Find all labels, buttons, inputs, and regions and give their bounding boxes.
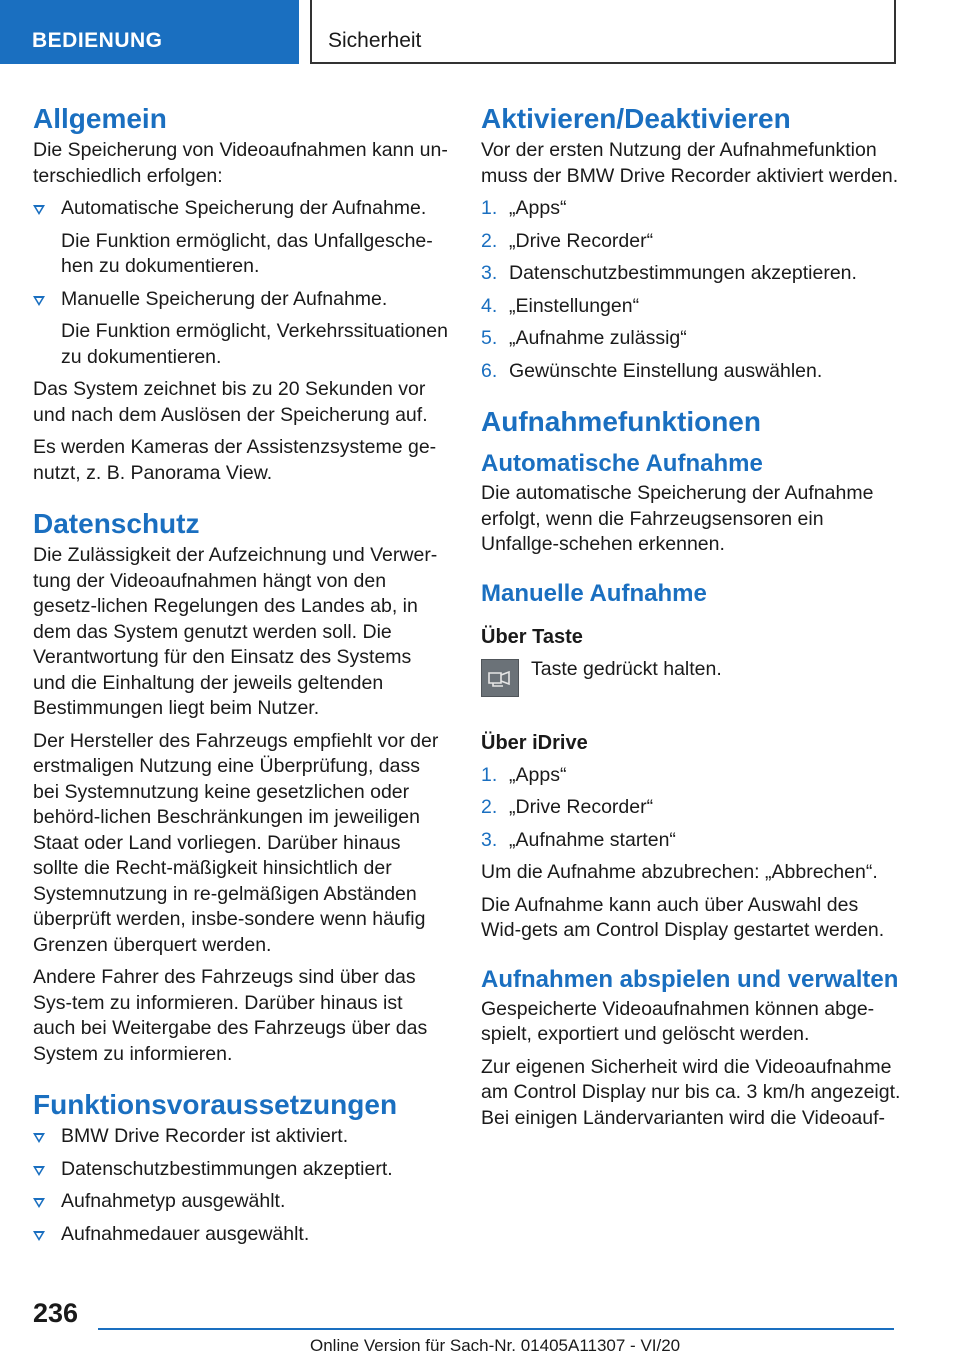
step-text: „Aufnahme zulässig“	[509, 327, 687, 349]
list-item	[481, 326, 901, 352]
chapter-tab: Sicherheit	[310, 0, 896, 64]
paragraph: Zur eigenen Sicherheit wird die Videoaufnahme am Control Display nur bis ca. 3 km/h angezeigt. Bei einigen Ländervarianten wird die Videoauf-	[481, 1055, 901, 1129]
list-item	[481, 229, 901, 255]
heading-datenschutz: Datenschutz	[33, 508, 200, 539]
footer-divider	[98, 1328, 894, 1330]
bullet-triangle-icon	[33, 1133, 45, 1143]
bullet-triangle-icon	[33, 1231, 45, 1241]
bullet-item	[33, 196, 448, 222]
bullet-label: Automatische Speicherung der Aufnahme.	[61, 197, 427, 219]
subheading-manuelle-aufnahme: Manuelle Aufnahme	[481, 579, 707, 607]
footer-text: Online Version für Sach-Nr. 01405A11307 - VI/20	[310, 1336, 681, 1355]
step-number: 2.	[481, 796, 498, 818]
step-number: 3.	[481, 828, 498, 851]
section-tab: BEDIENUNG	[0, 0, 299, 64]
bullet-label: Aufnahmetyp ausgewählt.	[61, 1190, 286, 1212]
list-item	[481, 294, 901, 320]
list-item	[481, 196, 901, 222]
step-text: Datenschutzbestimmungen akzeptieren.	[509, 262, 857, 284]
bullet-label: BMW Drive Recorder ist aktiviert.	[61, 1125, 349, 1147]
subheading-automatische-aufnahme: Automatische Aufnahme	[481, 450, 763, 477]
bullet-triangle-icon	[33, 205, 45, 215]
bullet-subtext: Die Funktion ermöglicht, das Unfallgesche-hen zu dokumentieren.	[61, 229, 433, 277]
step-number: 1.	[481, 763, 498, 786]
bullet-triangle-icon	[33, 1198, 45, 1208]
step-text: „Drive Recorder“	[509, 229, 654, 252]
bullet-subtext: Die Funktion ermöglicht, Verkehrssituationen zu dokumentieren.	[61, 320, 448, 368]
paragraph: Die Speicherung von Videoaufnahmen kann un-terschiedlich erfolgen:	[33, 139, 448, 187]
heading-allgemein: Allgemein	[33, 103, 167, 134]
step-text: „Einstellungen“	[509, 294, 640, 317]
bullet-item	[33, 1124, 448, 1150]
bullet-triangle-icon	[33, 1166, 45, 1176]
subheading-aufnahmen-abspielen: Aufnahmen abspielen und verwalten	[481, 965, 899, 993]
bullet-label: Datenschutzbestimmungen akzeptiert.	[61, 1157, 393, 1180]
subheading-ueber-taste: Über Taste	[481, 625, 583, 648]
paragraph: Der Hersteller des Fahrzeugs empfiehlt vor der erstmaligen Nutzung eine Überprüfung, dass bei Systemnutzung keine gesetzlichen oder behörd-lichen Beschränkungen im jeweiligen Staat oder Land vorliegen. Darüber hinaus sollte die Recht-mäßigkeit hinsichtlich der Systemnutzung in re-gelmäßigen Abständen überprüft werden, insbe-sondere wenn häufig Grenzen überquert werden.	[33, 729, 439, 956]
bullet-item	[33, 1157, 448, 1183]
bullet-triangle-icon	[33, 296, 45, 306]
paragraph: Die Zulässigkeit der Aufzeichnung und Verwer-tung der Videoaufnahmen hängt von den gesetz-lichen Regelungen des Landes ab, in dem das System genutzt werden soll. Die Verantwortung für den Einsatz des Systems und die Einhaltung der jeweils geltenden Bestimmungen liegt beim Nutzer.	[33, 544, 438, 719]
paragraph: Vor der ersten Nutzung der Aufnahmefunktion muss der BMW Drive Recorder aktiviert werden.	[481, 139, 899, 187]
subheading-ueber-idrive: Über iDrive	[481, 731, 588, 754]
paragraph: Um die Aufnahme abzubrechen: „Abbrechen“.	[481, 861, 878, 883]
heading-aufnahmefunktionen: Aufnahmefunktionen	[481, 406, 761, 437]
step-number: 3.	[481, 262, 498, 284]
step-number: 1.	[481, 197, 498, 219]
heading-funktionsvoraussetzungen: Funktionsvoraussetzungen	[33, 1089, 398, 1120]
list-item	[481, 828, 901, 854]
list-item	[481, 359, 901, 385]
paragraph: Die Aufnahme kann auch über Auswahl des Wid-gets am Control Display gestartet werden.	[481, 893, 885, 941]
left-column	[33, 100, 448, 1254]
step-text: „Apps“	[509, 197, 567, 219]
step-text: „Aufnahme starten“	[509, 828, 676, 851]
key-instruction-text: Taste gedrückt halten.	[531, 657, 722, 680]
paragraph: Das System zeichnet bis zu 20 Sekunden vor und nach dem Auslösen der Speicherung auf.	[33, 378, 428, 426]
step-text: Gewünschte Einstellung auswählen.	[509, 359, 823, 382]
bullet-label: Aufnahmedauer ausgewählt.	[61, 1222, 310, 1245]
bullet-item	[33, 1222, 448, 1248]
heading-aktivieren: Aktivieren/Deaktivieren	[481, 103, 791, 134]
key-instruction	[481, 657, 901, 719]
paragraph: Gespeicherte Videoaufnahmen können abge-spielt, exportiert und gelöscht werden.	[481, 997, 875, 1045]
step-number: 2.	[481, 229, 498, 252]
page-header	[0, 0, 960, 66]
paragraph: Andere Fahrer des Fahrzeugs sind über das Sys-tem zu informieren. Darüber hinaus ist auch bei Weitergabe des Fahrzeugs über das System zu informieren.	[33, 966, 428, 1065]
bullet-item	[33, 287, 448, 313]
step-text: „Apps“	[509, 763, 567, 786]
camera-record-key-glyph	[482, 660, 518, 696]
paragraph: Die automatische Speicherung der Aufnahme erfolgt, wenn die Fahrzeugsensoren ein Unfallge-schehen erkennen.	[481, 482, 874, 555]
right-column	[481, 100, 901, 1138]
page-number: 236	[33, 1298, 79, 1328]
paragraph: Es werden Kameras der Assistenzsysteme ge-nutzt, z. B. Panorama View.	[33, 436, 437, 484]
bullet-item	[33, 1189, 448, 1215]
step-number: 5.	[481, 327, 498, 349]
bullet-label: Manuelle Speicherung der Aufnahme.	[61, 287, 388, 310]
camera-record-key-icon	[481, 659, 519, 697]
step-number: 4.	[481, 294, 498, 317]
list-item	[481, 763, 901, 789]
step-number: 6.	[481, 359, 498, 382]
list-item	[481, 261, 901, 287]
step-text: „Drive Recorder“	[509, 796, 654, 818]
list-item	[481, 795, 901, 821]
